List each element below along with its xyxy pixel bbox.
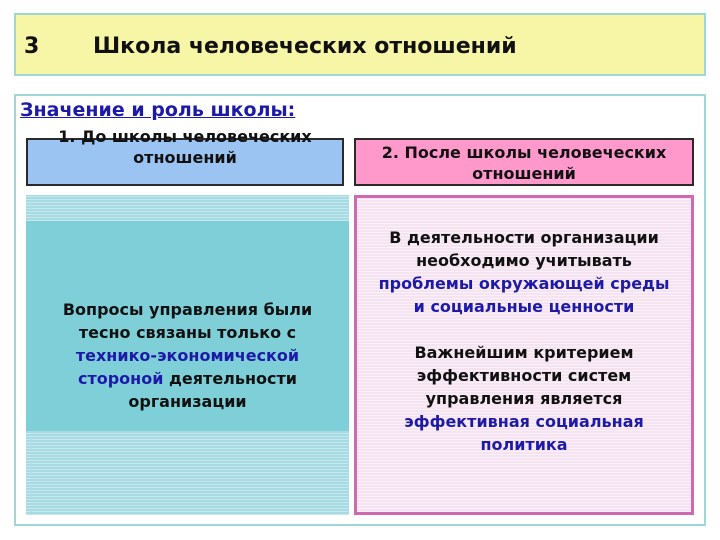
after-block1-lead: В деятельности организации необходимо учитывать bbox=[389, 228, 659, 270]
before-text-highlight: технико-экономической стороной bbox=[75, 345, 300, 388]
header-after-school bbox=[354, 138, 694, 186]
title-bar bbox=[14, 13, 706, 76]
slide-title: Школа человеческих отношений bbox=[93, 34, 517, 59]
before-text-tail: деятельности организации bbox=[128, 368, 298, 411]
after-block2-lead: Важнейшим критерием эффективности систем управления является bbox=[414, 343, 634, 408]
panel-after-school bbox=[354, 195, 694, 515]
after-school-block-1 bbox=[374, 226, 674, 318]
after-school-block-2 bbox=[374, 341, 674, 456]
header-before-school bbox=[26, 127, 344, 186]
section-subtitle: Значение и роль школы: bbox=[20, 99, 296, 121]
before-text-lead: Вопросы управления были тесно связаны только с bbox=[62, 299, 313, 342]
after-block1-highlight: проблемы окружающей среды и социальные ценности bbox=[378, 274, 670, 316]
panel-before-school-text bbox=[43, 298, 333, 413]
after-block2-highlight: эффективная социальная политика bbox=[404, 412, 644, 454]
panel-before-school bbox=[26, 195, 349, 515]
slide-number: 3 bbox=[24, 34, 40, 59]
header-before-school-label: 1. До школы человеческих отношений bbox=[58, 127, 312, 167]
header-after-school-label: 2. После школы человеческих отношений bbox=[381, 143, 667, 183]
